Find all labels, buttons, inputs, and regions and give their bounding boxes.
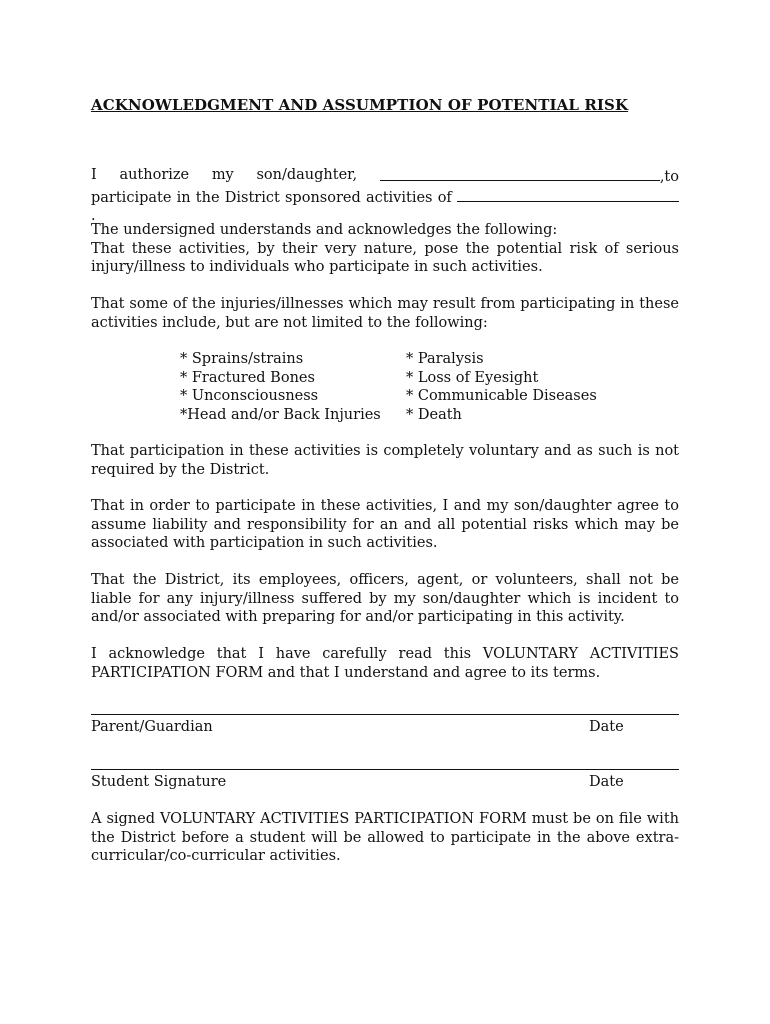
injury-list-left xyxy=(180,350,406,424)
student-date-label: Date xyxy=(589,774,624,790)
acknowledge-paragraph: I acknowledge that I have carefully read this VOLUNTARY ACTIVITIES PARTICIPATION FORM and that I understand and agree to its terms. xyxy=(91,646,679,681)
parent-date-label: Date xyxy=(589,719,624,735)
list-item: * Paralysis xyxy=(406,351,484,367)
authorization-line-1: I authorize my son/daughter, ,to xyxy=(91,167,679,185)
student-signature-line[interactable] xyxy=(91,769,679,770)
district-paragraph: That the District, its employees, officers, agent, or volunteers, shall not be liable for any injury/illness suffered by my son/daughter which is incident to and/or associated with preparing for and/or participating in this activity. xyxy=(91,572,679,625)
list-item: * Fractured Bones xyxy=(180,369,315,386)
injuries-intro: That some of the injuries/illnesses which may result from participating in these activities include, but are not limited to the following: xyxy=(91,296,679,331)
activity-name-field[interactable] xyxy=(457,187,679,202)
liability-paragraph: That in order to participate in these activities, I and my son/daughter agree to assume liability and responsibility for an and all potential risks which may be associated with participation in such activities. xyxy=(91,498,679,551)
list-item: * Loss of Eyesight xyxy=(406,369,539,386)
authorization-paragraph xyxy=(91,166,679,226)
parent-guardian-label: Parent/Guardian xyxy=(91,719,213,735)
student-name-field[interactable] xyxy=(380,166,660,181)
document-title: ACKNOWLEDGMENT AND ASSUMPTION OF POTENTIAL RISK xyxy=(91,96,629,114)
footer-paragraph: A signed VOLUNTARY ACTIVITIES PARTICIPATION FORM must be on file with the District before a student will be allowed to participate in the above extra-curricular/co-curricular activities. xyxy=(91,811,679,864)
list-item: * Unconsciousness xyxy=(180,388,319,404)
parent-signature-line[interactable] xyxy=(91,714,679,715)
voluntary-paragraph: That participation in these activities is completely voluntary and as such is not required by the District. xyxy=(91,443,679,478)
list-item: *Head and/or Back Injuries xyxy=(180,406,381,423)
understands-paragraph: The undersigned understands and acknowledges the following: That these activities, by their very nature, pose the potential risk of serious injury/illness to individuals who participate in such activities. xyxy=(91,222,679,275)
list-item: * Sprains/strains xyxy=(180,351,304,367)
authorization-line-2: participate in the District sponsored activities of . xyxy=(91,187,679,226)
list-item: * Death xyxy=(406,406,462,423)
injury-list xyxy=(180,350,700,424)
injury-list-right xyxy=(406,350,597,424)
student-signature-label: Student Signature xyxy=(91,774,227,790)
list-item: * Communicable Diseases xyxy=(406,388,597,404)
